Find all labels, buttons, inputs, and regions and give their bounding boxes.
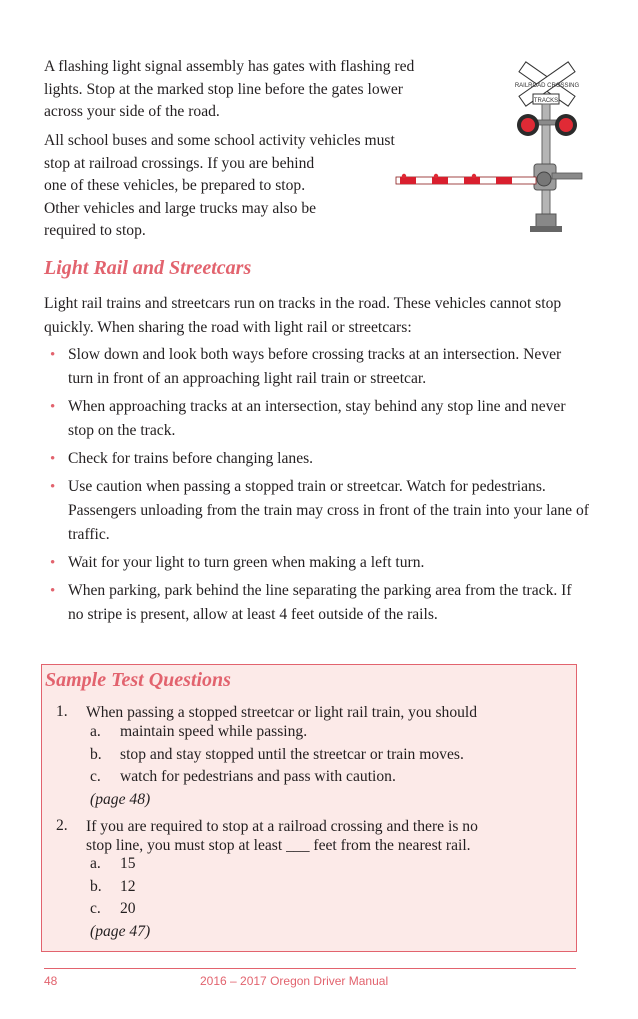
question-number: 1. [56,703,68,720]
answer-option: c. 20 [90,900,136,917]
question-text: When passing a stopped streetcar or light rail train, you should [86,704,478,721]
railroad-crossing-gate-illustration [392,54,592,239]
page-reference: (page 48) [90,791,151,808]
section-heading: Light Rail and Streetcars [44,257,252,279]
text-line: required to stop. [44,222,146,239]
list-item: • Use caution when passing a stopped train or streetcar. Watch for pedestrians. Passengers unloading from the train may cross in front of the train into your lane of traffic. [50,475,590,547]
section-intro: Light rail trains and streetcars run on tracks in the road. These vehicles cannot stop quickly. When sharing the road with light rail or streetcars: [44,295,562,336]
bullet-icon: • [50,479,56,495]
answer-option: a. 15 [90,855,136,872]
gate-arm [396,174,536,184]
list-item: • Check for trains before changing lanes. [50,447,590,471]
bullet-icon: • [50,399,56,415]
text-line: lights. Stop at the marked stop line before the gates lower [44,80,403,98]
text-line: one of these vehicles, be prepared to stop. [44,177,306,194]
bullet-icon: • [50,555,56,571]
text-line: stop at railroad crossings. If you are behind [44,154,315,172]
answer-options [90,721,464,789]
list-item: • Wait for your light to turn green when making a left turn. [50,551,590,575]
page-number: 48 [44,974,58,988]
list-item: • Slow down and look both ways before crossing tracks at an intersection. Never turn in front of an approaching light rail train or streetcar. [50,343,590,391]
page-reference: (page 47) [90,923,151,940]
text-line: across your side of the road. [44,103,220,120]
list-item: • When parking, park behind the line separating the parking area from the track. If no stripe is present, allow at least 4 feet outside of the rails. [50,579,590,627]
question-number: 2. [56,817,68,834]
signal-light-right-icon [559,118,573,132]
answer-options [90,853,136,921]
question-text: If you are required to stop at a railroad crossing and there is no stop line, you must stop at least ___ feet from the nearest rail. [86,818,478,854]
answer-option: a. maintain speed while passing. [90,723,308,740]
text-line: All school buses and some school activity vehicles must [44,132,395,149]
bullet-icon: • [50,347,56,363]
tracks-sign-text: TRACKS [533,98,559,104]
signal-light-left-icon [521,118,535,132]
text-line: A flashing light signal assembly has gates with flashing red [44,58,415,75]
sample-test-questions-box [41,664,577,952]
footer-divider [44,968,576,969]
list-item: • When approaching tracks at an intersection, stay behind any stop line and never stop on the track. [50,395,590,443]
answer-option: c. watch for pedestrians and pass with caution. [90,768,396,785]
bullet-icon: • [50,583,56,599]
sample-questions-title: Sample Test Questions [45,669,231,691]
safety-bullet-list [50,343,590,631]
bullet-icon: • [50,451,56,467]
text-line: Other vehicles and large trucks may also be [44,199,317,217]
crossbuck-text: RAILROAD CROSSING [514,83,580,89]
answer-option: b. 12 [90,877,136,895]
footer-title: 2016 – 2017 Oregon Driver Manual [200,974,389,988]
signal-base [536,214,556,228]
answer-option: b. stop and stay stopped until the streetcar or train moves. [90,745,464,763]
